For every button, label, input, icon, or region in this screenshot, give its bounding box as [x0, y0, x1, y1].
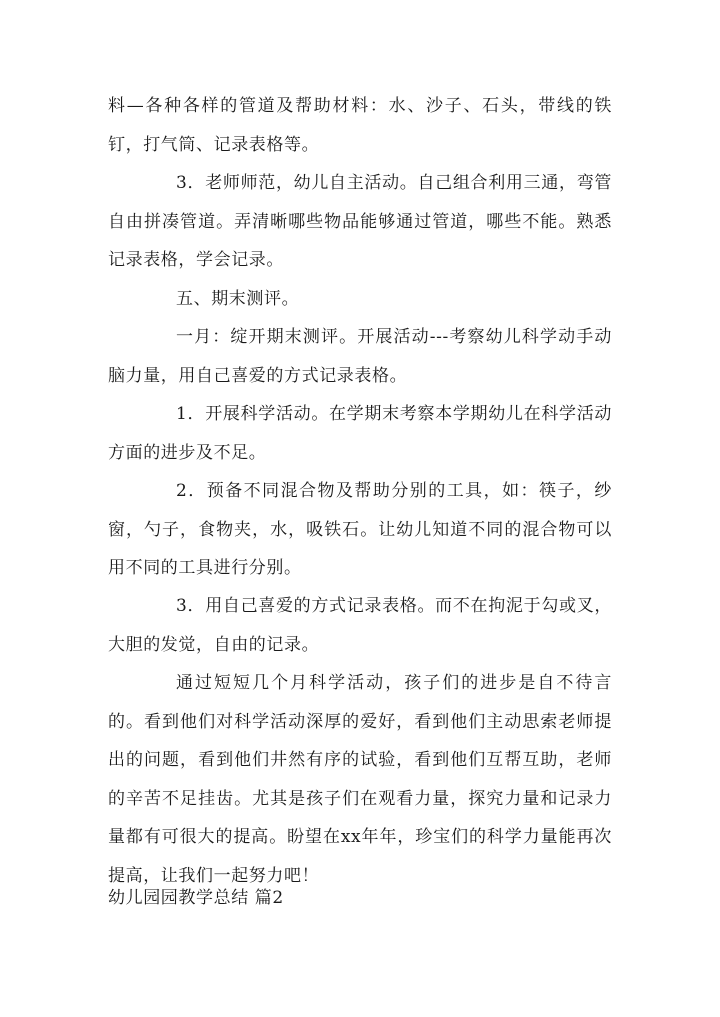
- paragraph-step-3-teacher-demo: 3．老师师范，幼儿自主活动。自己组合利用三通，弯管自由拼凑管道。弄清晰哪些物品能够通过管道，哪些不能。熟悉记录表格，学会记录。: [108, 173, 612, 270]
- paragraph-january-assessment: 一月：绽开期末测评。开展活动---考察幼儿科学动手动脑力量，用自己喜爱的方式记录表格。: [108, 327, 612, 386]
- paragraph-section-five-title: 五、期末测评。: [176, 289, 300, 309]
- paragraph-materials-continued: 料—各种各样的管道及帮助材料：水、沙子、石头，带线的铁钉，打气筒、记录表格等。: [108, 96, 612, 155]
- paragraph-step-2-mixtures: 2．预备不同混合物及帮助分别的工具，如：筷子，纱窗，勺子，食物夹，水，吸铁石。让幼儿知道不同的混合物可以用不同的工具进行分别。: [108, 481, 612, 578]
- paragraph-summary: 通过短短几个月科学活动，孩子们的进步是自不待言的。看到他们对科学活动深厚的爱好，看到他们主动思索老师提出的问题，看到他们井然有序的试验，看到他们互帮互助，老师的辛苦不足挂齿。尤其是孩子们在观看力量，探究力量和记录力量都有可很大的提高。盼望在xx年年，珍宝们的科学力量能再次提高，让我们一起努力吧！: [108, 673, 612, 886]
- paragraph-step-3-recording: 3．用自己喜爱的方式记录表格。而不在拘泥于勾或叉，大胆的发觉，自由的记录。: [108, 596, 612, 655]
- section-heading: 幼儿园园教学总结 篇2: [108, 888, 284, 908]
- paragraph-step-1-science-activity: 1．开展科学活动。在学期末考察本学期幼儿在科学活动方面的进步及不足。: [108, 404, 612, 463]
